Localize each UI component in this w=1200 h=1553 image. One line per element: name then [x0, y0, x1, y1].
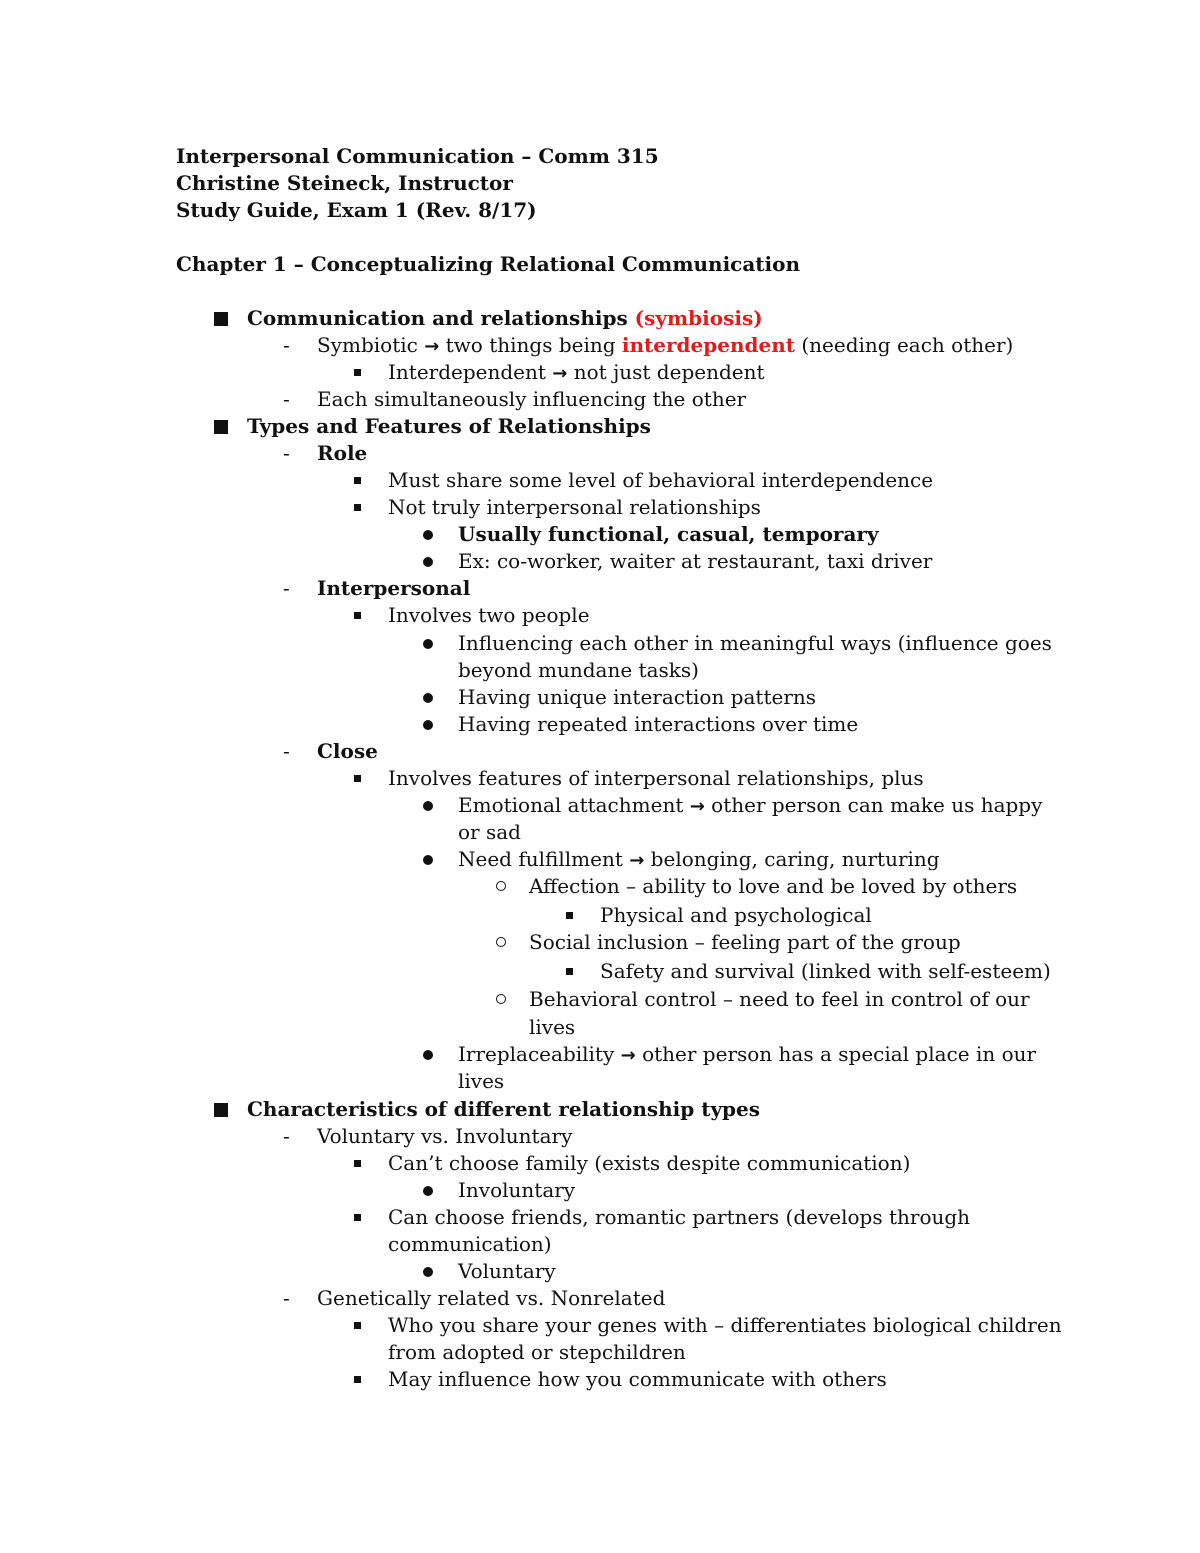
highlight-symbiosis: (symbiosis) [634, 306, 763, 330]
dot-bullet-icon [423, 557, 433, 567]
square-bullet-icon [214, 1103, 228, 1117]
dot-bullet-icon [423, 1267, 433, 1277]
square-bullet-icon [354, 504, 361, 511]
dash-bullet: - [283, 576, 290, 600]
square-bullet-icon [354, 1160, 361, 1167]
square-bullet-icon [354, 1214, 361, 1221]
circle-bullet-icon [496, 994, 506, 1004]
arrow-right-icon: → [424, 336, 440, 357]
square-bullet-icon [354, 775, 361, 782]
arrow-right-icon: → [629, 850, 645, 871]
square-bullet-icon [214, 420, 228, 434]
square-bullet-icon [566, 968, 573, 975]
arrow-right-icon: → [689, 796, 705, 817]
dot-bullet-icon [423, 639, 433, 649]
square-bullet-icon [354, 477, 361, 484]
dot-bullet-icon [423, 1050, 433, 1060]
dash-bullet: - [283, 1124, 290, 1148]
square-bullet-icon [354, 612, 361, 619]
dot-bullet-icon [423, 720, 433, 730]
square-bullet-icon [354, 369, 361, 376]
dot-bullet-icon [423, 1186, 433, 1196]
dash-bullet: - [283, 333, 290, 357]
square-bullet-icon [214, 312, 228, 326]
arrow-right-icon: → [620, 1045, 636, 1066]
dot-bullet-icon [423, 530, 433, 540]
dash-bullet: - [283, 441, 290, 465]
dash-bullet: - [283, 739, 290, 763]
dot-bullet-icon [423, 693, 433, 703]
square-bullet-icon [354, 1376, 361, 1383]
square-bullet-icon [566, 912, 573, 919]
dash-bullet: - [283, 387, 290, 411]
arrow-right-icon: → [552, 363, 568, 384]
dash-bullet: - [283, 1286, 290, 1310]
document-page: Interpersonal Communication – Comm 315 Christine Steineck, Instructor Study Guide, Exam 1 (Rev. 8/17) Chapter 1 – Conceptualizing Relational Communication Communication and relationships (symbiosis) - Symbiotic → two things being interdependent (needing each other) Interdependent → not just dependent - Each simultaneously influencing the other Types and Features of Relationships - Role Must share some level of behavioral interdependence Not truly interpersonal relationships Usually functional, casual, temporary Ex: co-worker, waiter at restaurant, taxi driver - Interpersonal Involves two people Influencing each other in meaningful ways (influence goes beyond mundane tasks) Having unique interaction patterns Having repeated interactions over time - Close Involves features of interpersonal relationships, plus Emotional attachment → other person can make us happy or sad Need fulfillment → belonging, caring, nurturing Affection – ability to love and be loved by others Physical and psychological Social inclusion – feeling part of the group Safety and survival (linked with self-esteem) Behavioral control – need to feel in control of our lives Irreplaceability → other person has a special place in our lives Characteristics of different relationship types - Voluntary vs. Involuntary Can’t choose family (exists despite communication) Involuntary Can choose friends, romantic partners (develops through communication) Voluntary - Genetically related vs. Nonrelated Who you share your genes with – differentiates biological children from adopted or stepchildren May influence how you communicate with others [176, 144, 1062, 1391]
dot-bullet-icon [423, 801, 433, 811]
dot-bullet-icon [423, 855, 433, 865]
highlight-interdependent: interdependent [621, 333, 795, 357]
circle-bullet-icon [496, 937, 506, 947]
square-bullet-icon [354, 1322, 361, 1329]
circle-bullet-icon [496, 881, 506, 891]
